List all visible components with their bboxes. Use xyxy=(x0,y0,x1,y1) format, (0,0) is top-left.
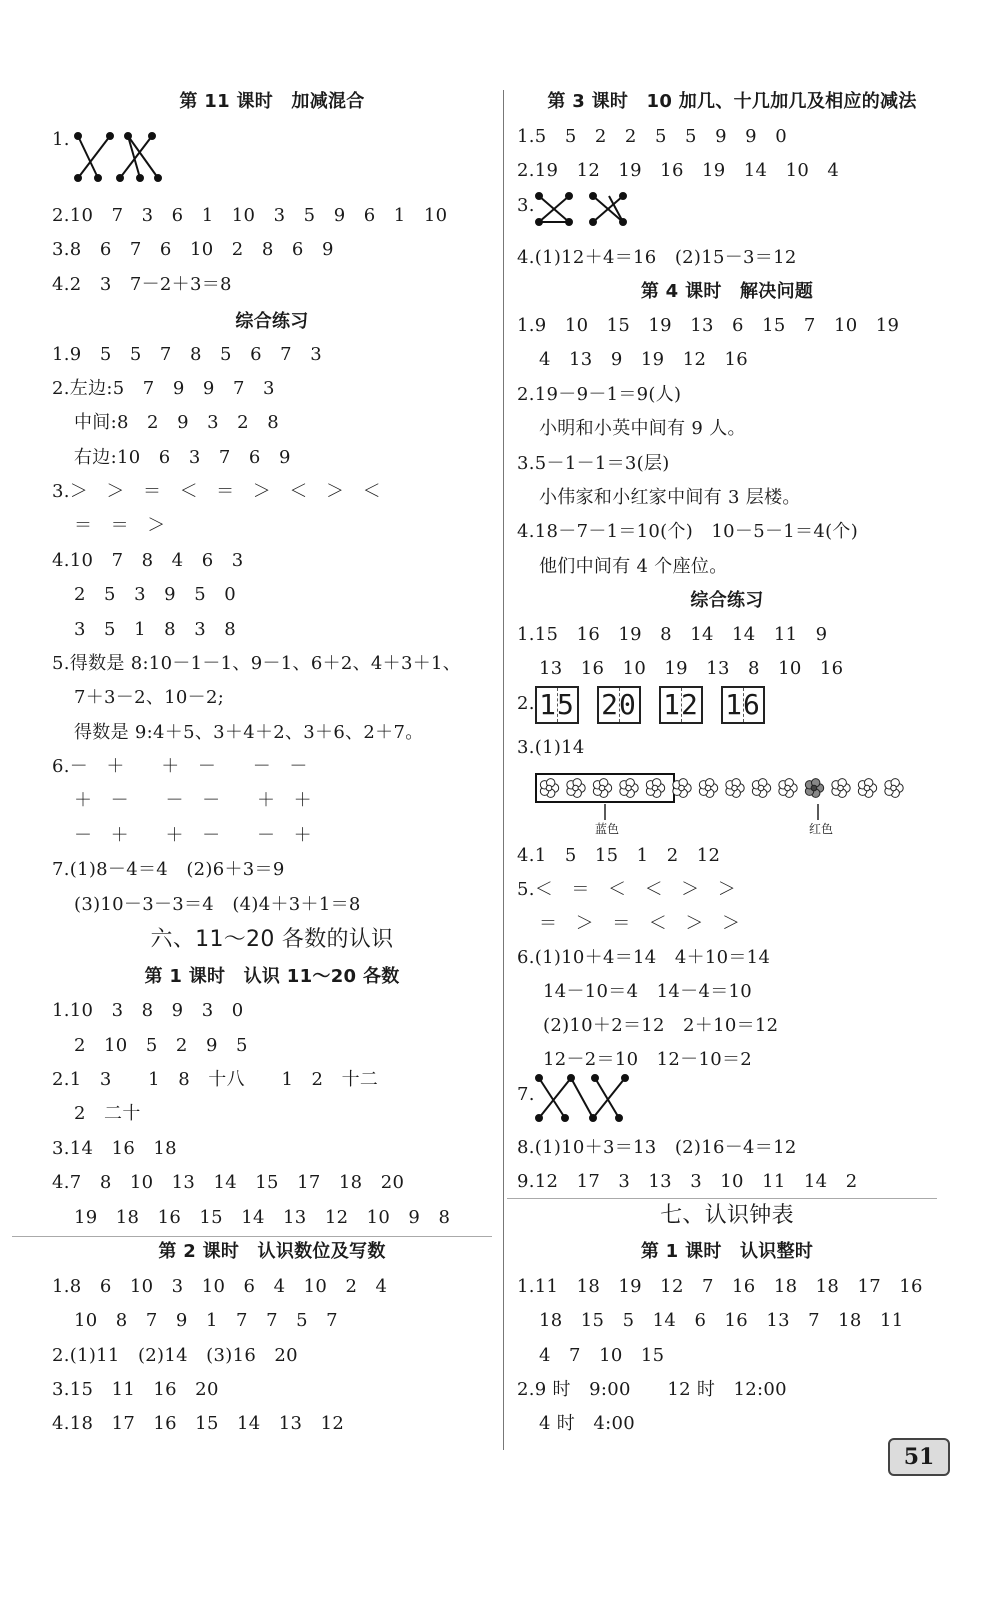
d2-row1: 2.9 时 9:00 12 时 12:00 xyxy=(517,1379,787,1400)
p2-right: 右边:10 6 3 7 6 9 xyxy=(74,447,291,468)
p3-row2: ＝ ＝ ＞ xyxy=(74,515,166,536)
q4-answers: 4.2 3 7－2＋3＝8 xyxy=(52,274,232,295)
c6-row1: 6.(1)10＋4＝14 4＋10＝14 xyxy=(517,947,771,968)
flower-icon xyxy=(540,779,558,798)
q2-answers: 2.10 7 3 6 1 10 3 5 9 6 1 10 xyxy=(52,205,448,226)
c8-answers: 8.(1)10＋3＝13 (2)16－4＝12 xyxy=(517,1137,797,1158)
c2-label: 2. xyxy=(517,693,535,714)
p6-row2: ＋ － － － ＋ ＋ xyxy=(74,790,312,811)
red-label: 红色 xyxy=(809,822,834,836)
b1-row2: 4 13 9 19 12 16 xyxy=(539,349,749,370)
p7-row2: (3)10－3－3＝4 (4)4＋3＋1＝8 xyxy=(74,894,361,915)
flower-icon xyxy=(620,779,638,798)
column-divider xyxy=(503,90,504,1450)
practice-title-left: 综合练习 xyxy=(235,311,309,332)
p3-row1: 3.＞ ＞ ＝ ＜ ＝ ＞ ＜ ＞ ＜ xyxy=(52,481,381,502)
c2-digit-boxes xyxy=(535,686,765,724)
p5-row3: 得数是 9:4＋5、3＋4＋2、3＋6、2＋7。 xyxy=(74,722,424,743)
unit6-lesson1-title: 第 1 课时 认识 11～20 各数 xyxy=(144,966,400,987)
q1-matching-diagram xyxy=(72,128,172,188)
p5-row1: 5.得数是 8:10－1－1、9－1、6＋2、4＋3＋1、 xyxy=(52,653,462,674)
c4-answers: 4.1 5 15 1 2 12 xyxy=(517,845,721,866)
unit7-title: 七、认识钟表 xyxy=(660,1203,794,1228)
q1-label: 1. xyxy=(52,129,70,150)
flower-icon xyxy=(646,779,664,798)
c3-flower-row xyxy=(535,770,920,822)
c1-row2: 13 16 10 19 13 8 10 16 xyxy=(539,658,844,679)
q3-answers: 3.8 6 7 6 10 2 8 6 9 xyxy=(52,239,334,260)
a1-answers: 1.5 5 2 2 5 5 9 9 0 xyxy=(517,126,787,147)
u1-row2: 2 10 5 2 9 5 xyxy=(74,1035,248,1056)
b4-equation: 4.18－7－1＝10(个) 10－5－1＝4(个) xyxy=(517,521,859,542)
flower-icon xyxy=(567,779,585,798)
a4-answers: 4.(1)12＋4＝16 (2)15－3＝12 xyxy=(517,247,797,268)
a3-label: 3. xyxy=(517,195,535,216)
digit-box: 12 xyxy=(659,686,703,724)
lesson-11-title: 第 11 课时 加减混合 xyxy=(179,91,365,112)
c5-row1: 5.＜ ＝ ＜ ＜ ＞ ＞ xyxy=(517,879,737,900)
b1-row1: 1.9 10 15 19 13 6 15 7 10 19 xyxy=(517,315,900,336)
flower-icon xyxy=(832,779,850,798)
page-number: 51 xyxy=(888,1438,950,1476)
flower-icon xyxy=(858,779,876,798)
u3-answers: 3.14 16 18 xyxy=(52,1138,177,1159)
flower-icon xyxy=(805,779,823,798)
separator-left xyxy=(12,1236,492,1237)
unit7-lesson1-title: 第 1 课时 认识整时 xyxy=(640,1241,814,1262)
lesson-4-title: 第 4 课时 解决问题 xyxy=(640,281,814,302)
c7-matching-diagram xyxy=(535,1072,635,1124)
p2-middle: 中间:8 2 9 3 2 8 xyxy=(74,412,279,433)
p7-row1: 7.(1)8－4＝4 (2)6＋3＝9 xyxy=(52,859,285,880)
c6-row3: (2)10＋2＝12 2＋10＝12 xyxy=(543,1015,779,1036)
unit6-lesson2-title: 第 2 课时 认识数位及写数 xyxy=(158,1241,386,1262)
p6-row1: 6.－ ＋ ＋ － － － xyxy=(52,756,308,777)
v1-row2: 10 8 7 9 1 7 7 5 7 xyxy=(74,1310,338,1331)
d2-row2: 4 时 4:00 xyxy=(539,1413,635,1434)
b2-answer: 小明和小英中间有 9 人。 xyxy=(539,418,746,439)
lesson-3-title: 第 3 课时 10 加几、十几加几及相应的减法 xyxy=(547,91,917,112)
p1-answers: 1.9 5 5 7 8 5 6 7 3 xyxy=(52,344,322,365)
flower-icon xyxy=(726,779,744,798)
flower-icon xyxy=(752,779,770,798)
a3-matching-diagram xyxy=(535,190,635,228)
u4-row1: 4.7 8 10 13 14 15 17 18 20 xyxy=(52,1172,405,1193)
a2-answers: 2.19 12 19 16 19 14 10 4 xyxy=(517,160,840,181)
c1-row1: 1.15 16 19 8 14 14 11 9 xyxy=(517,624,828,645)
flower-icon xyxy=(673,779,691,798)
flower-icon xyxy=(779,779,797,798)
u2-row2: 2 二十 xyxy=(74,1103,141,1124)
b2-equation: 2.19－9－1＝9(人) xyxy=(517,384,682,405)
c9-answers: 9.12 17 3 13 3 10 11 14 2 xyxy=(517,1171,858,1192)
c6-row2: 14－10＝4 14－4＝10 xyxy=(543,981,753,1002)
p2-left: 2.左边:5 7 9 9 7 3 xyxy=(52,378,275,399)
p5-row2: 7＋3－2、10－2; xyxy=(74,687,225,708)
p6-row3: － ＋ ＋ － － ＋ xyxy=(74,825,312,846)
v4-answers: 4.18 17 16 15 14 13 12 xyxy=(52,1413,345,1434)
c3-answer: 3.(1)14 xyxy=(517,737,585,758)
u2-row1: 2.1 3 1 8 十八 1 2 十二 xyxy=(52,1069,379,1090)
digit-box: 16 xyxy=(721,686,765,724)
u1-row1: 1.10 3 8 9 3 0 xyxy=(52,1000,244,1021)
p4-row2: 2 5 3 9 5 0 xyxy=(74,584,237,605)
d1-row3: 4 7 10 15 xyxy=(539,1345,665,1366)
d1-row2: 18 15 5 14 6 16 13 7 18 11 xyxy=(539,1310,904,1331)
c5-row2: ＝ ＞ ＝ ＜ ＞ ＞ xyxy=(539,913,741,934)
blue-label: 蓝色 xyxy=(595,822,620,836)
unit6-title: 六、11～20 各数的认识 xyxy=(150,927,394,952)
p4-row3: 3 5 1 8 3 8 xyxy=(74,619,237,640)
v2-answers: 2.(1)11 (2)14 (3)16 20 xyxy=(52,1345,298,1366)
flower-icon xyxy=(885,779,903,798)
u4-row2: 19 18 16 15 14 13 12 10 9 8 xyxy=(74,1207,451,1228)
digit-box: 20 xyxy=(597,686,641,724)
p4-row1: 4.10 7 8 4 6 3 xyxy=(52,550,244,571)
flower-icon xyxy=(593,779,611,798)
c7-label: 7. xyxy=(517,1084,535,1105)
b4-answer: 他们中间有 4 个座位。 xyxy=(539,556,728,577)
c6-row4: 12－2＝10 12－10＝2 xyxy=(543,1049,753,1070)
v1-row1: 1.8 6 10 3 10 6 4 10 2 4 xyxy=(52,1276,388,1297)
flower-icon xyxy=(699,779,717,798)
b3-equation: 3.5－1－1＝3(层) xyxy=(517,453,670,474)
practice-title-right: 综合练习 xyxy=(690,590,764,611)
b3-answer: 小伟家和小红家中间有 3 层楼。 xyxy=(539,487,801,508)
separator-right xyxy=(507,1198,937,1199)
digit-box: 15 xyxy=(535,686,579,724)
d1-row1: 1.11 18 19 12 7 16 18 18 17 16 xyxy=(517,1276,923,1297)
v3-answers: 3.15 11 16 20 xyxy=(52,1379,219,1400)
